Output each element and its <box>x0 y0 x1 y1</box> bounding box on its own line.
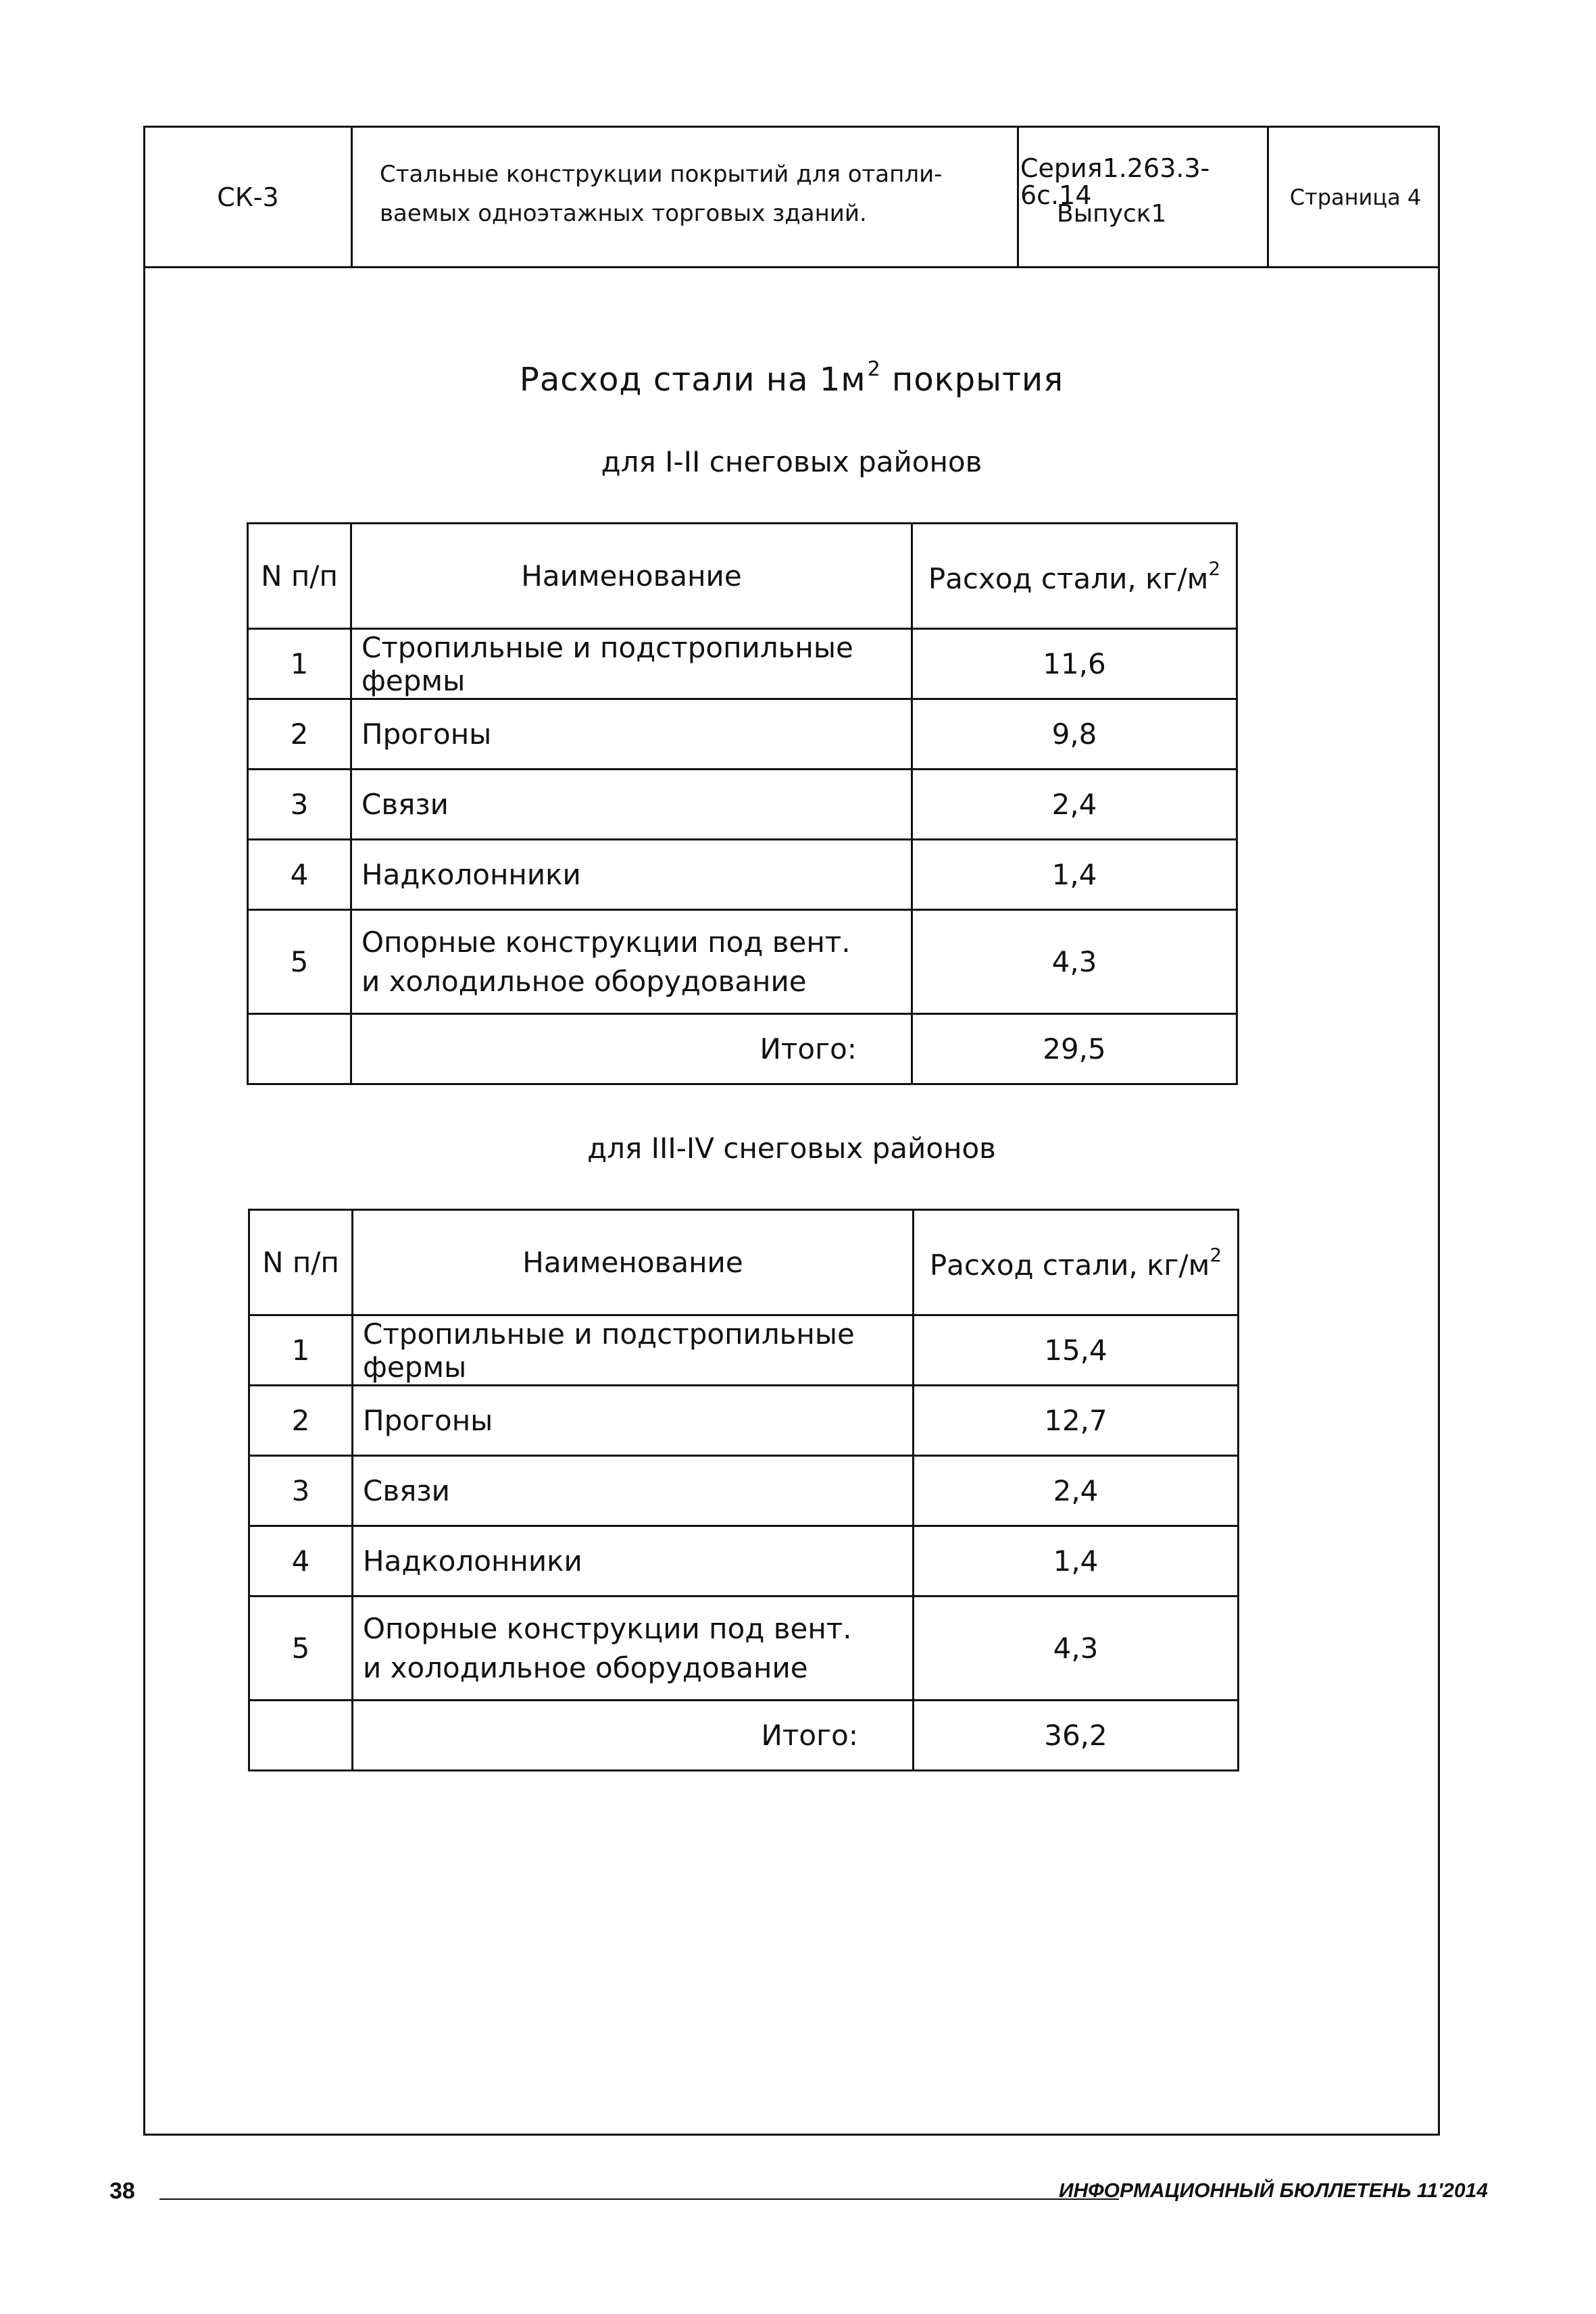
row-value: 4,3 <box>914 1596 1239 1701</box>
stamp-title-line2: ваемых одноэтажных торговых зданий. <box>380 200 867 227</box>
total-label: Итого: <box>351 1014 912 1084</box>
header-value <box>912 524 1237 629</box>
steel-table-2 <box>248 1209 1239 1771</box>
row-name: Прогоны <box>351 699 912 770</box>
row-num: 1 <box>249 1315 353 1386</box>
row-name: Стропильные и подстропильные фермы <box>353 1315 914 1386</box>
row-value: 4,3 <box>912 910 1237 1014</box>
stamp-code: СК-3 <box>145 128 353 266</box>
page-number: 38 <box>109 2178 135 2204</box>
page-title-sup: 2 <box>867 357 881 381</box>
table1-caption: для I-II снеговых районов <box>601 445 982 478</box>
row-num: 2 <box>248 699 351 770</box>
total-empty-cell <box>248 1014 351 1084</box>
stamp-issue: Выпуск1 <box>1057 200 1167 228</box>
table-row <box>248 629 1237 699</box>
row-num: 5 <box>249 1596 353 1701</box>
table-row <box>248 770 1237 840</box>
table-total-row <box>248 1014 1237 1084</box>
header-value-text: Расход стали, кг/м <box>928 561 1209 595</box>
journal-title: ИНФОРМАЦИОННЫЙ БЮЛЛЕТЕНЬ 11'2014 <box>1058 2180 1488 2202</box>
row-name-line1: Опорные конструкции под вент. <box>363 1611 852 1645</box>
table-row <box>249 1456 1239 1526</box>
table-row <box>249 1315 1239 1386</box>
header-num: N п/п <box>248 524 351 629</box>
header-name: Наименование <box>353 1210 914 1315</box>
total-value: 36,2 <box>914 1701 1239 1771</box>
row-name: Стропильные и подстропильные фермы <box>351 629 912 699</box>
table-row <box>249 1386 1239 1456</box>
total-label: Итого: <box>353 1701 914 1771</box>
table-row <box>249 1596 1239 1701</box>
table-row <box>248 840 1237 910</box>
row-value: 2,4 <box>914 1456 1239 1526</box>
row-name-line1: Опорные конструкции под вент. <box>361 925 851 959</box>
title-block <box>145 128 1438 268</box>
header-value <box>914 1210 1239 1315</box>
row-value: 1,4 <box>912 840 1237 910</box>
header-num: N п/п <box>249 1210 353 1315</box>
row-num: 4 <box>249 1526 353 1596</box>
header-value-text: Расход стали, кг/м <box>929 1248 1210 1282</box>
row-value: 11,6 <box>912 629 1237 699</box>
row-name-line2: и холодильное оборудование <box>363 1651 808 1684</box>
row-name: Прогоны <box>353 1386 914 1456</box>
row-num: 1 <box>248 629 351 699</box>
stamp-title-line1: Стальные конструкции покрытий для отапли- <box>380 161 943 188</box>
footer-rule <box>159 2198 1119 2200</box>
row-name <box>351 910 912 1014</box>
table2-caption: для III-IV снеговых районов <box>587 1132 996 1165</box>
page-title-text: Расход стали на 1м <box>519 361 866 399</box>
table-row <box>248 699 1237 770</box>
steel-table-1 <box>247 522 1238 1085</box>
row-value: 15,4 <box>914 1315 1239 1386</box>
header-value-sup: 2 <box>1208 557 1221 580</box>
page-title-tail: покрытия <box>880 361 1064 399</box>
row-value: 12,7 <box>914 1386 1239 1456</box>
stamp-series-number: Серия1.263.3-6с.14 <box>1020 153 1210 210</box>
table-header-row <box>249 1210 1239 1315</box>
row-num: 2 <box>249 1386 353 1456</box>
row-value: 1,4 <box>914 1526 1239 1596</box>
row-num: 5 <box>248 910 351 1014</box>
page-title <box>145 357 1438 399</box>
total-empty-cell <box>249 1701 353 1771</box>
row-name: Надколонники <box>353 1526 914 1596</box>
row-num: 3 <box>248 770 351 840</box>
drawing-frame <box>143 126 1440 2136</box>
row-name-line2: и холодильное оборудование <box>361 964 807 998</box>
header-name: Наименование <box>351 524 912 629</box>
row-value: 9,8 <box>912 699 1237 770</box>
row-value: 2,4 <box>912 770 1237 840</box>
table-header-row <box>248 524 1237 629</box>
table-total-row <box>249 1701 1239 1771</box>
header-value-sup: 2 <box>1210 1243 1222 1266</box>
page-footer <box>109 2178 1488 2212</box>
row-num: 4 <box>248 840 351 910</box>
row-name: Связи <box>351 770 912 840</box>
stamp-series <box>1019 128 1269 266</box>
row-name: Надколонники <box>351 840 912 910</box>
row-name: Связи <box>353 1456 914 1526</box>
row-num: 3 <box>249 1456 353 1526</box>
table-row <box>248 910 1237 1014</box>
row-name <box>353 1596 914 1701</box>
stamp-title <box>353 128 1019 266</box>
table-row <box>249 1526 1239 1596</box>
total-value: 29,5 <box>912 1014 1237 1084</box>
stamp-page: Страница 4 <box>1289 184 1422 210</box>
